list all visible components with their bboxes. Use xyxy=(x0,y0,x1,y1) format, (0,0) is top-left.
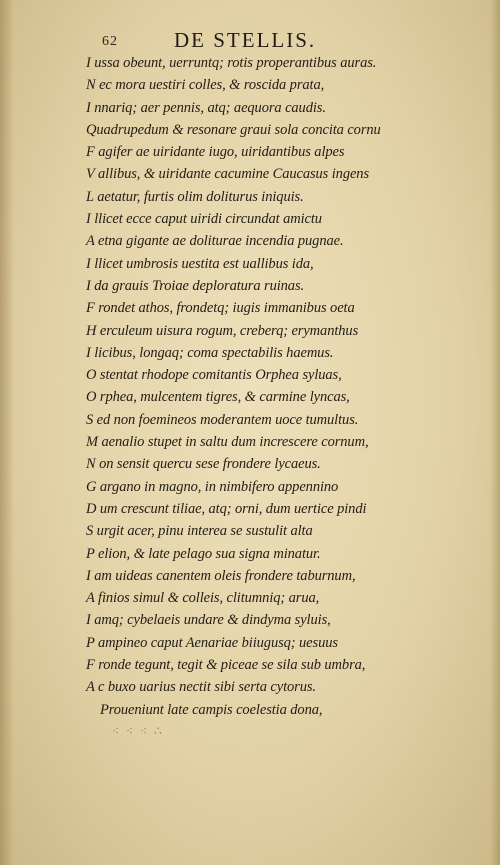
verse-line: F rondet athos, frondetq; iugis immanibus oeta xyxy=(86,300,355,317)
page-header xyxy=(98,26,428,54)
verse-line: A etna gigante ae doliturae incendia pugnae. xyxy=(86,233,344,250)
verse-line: I am uideas canentem oleis frondere taburnum, xyxy=(86,567,356,584)
verse-line: O stentat rhodope comitantis Orphea syluas, xyxy=(86,367,342,384)
verse-line: I amq; cybelaeis undare & dindyma syluis, xyxy=(86,612,331,629)
verse-line: A finios simul & colleis, clitumniq; arua, xyxy=(86,590,320,607)
verse-line: O rphea, mulcentem tigres, & carmine lyncas, xyxy=(86,389,350,406)
verse-line: S urgit acer, pinu interea se sustulit alta xyxy=(86,523,313,540)
verse-line: V allibus, & uiridante cacumine Caucasus ingens xyxy=(86,166,369,183)
page-number: 62 xyxy=(102,34,118,49)
verse-line: A c buxo uarius nectit sibi serta cytorus. xyxy=(86,679,316,696)
verse-line: N ec mora uestiri colles, & roscida prata, xyxy=(86,77,325,94)
verse-line: M aenalio stupet in saltu dum increscere cornum, xyxy=(86,434,369,451)
verse-line: I llicet umbrosis uestita est uallibus ida, xyxy=(86,255,314,272)
verse-line: N on sensit quercu sese frondere lycaeus. xyxy=(86,456,321,473)
verse-line: F ronde tegunt, tegit & piceae se sila sub umbra, xyxy=(86,657,366,674)
verse-line: I llicet ecce caput uiridi circundat amictu xyxy=(86,211,322,228)
running-head: DE STELLIS. xyxy=(174,28,317,52)
page-edge-shadow-left xyxy=(0,0,14,865)
verse-line: S ed non foemineos moderantem uoce tumultus. xyxy=(86,411,359,428)
signature-marks: ⁖ ⁖ ⁖ ∴ xyxy=(112,724,164,738)
verse-line: I nnariq; aer pennis, atq; aequora caudis. xyxy=(86,99,326,116)
verse-line: I ussa obeunt, uerruntq; rotis properantibus auras. xyxy=(86,55,377,71)
verse-line: G argano in magno, in nimbifero appennino xyxy=(86,478,339,495)
catchline: Proueniunt late campis coelestia dona, xyxy=(100,701,323,718)
page-edge-shadow-right xyxy=(490,0,500,865)
verse-line: I da grauis Troiae deploratura ruinas. xyxy=(86,277,305,294)
verse-line: L aetatur, furtis olim doliturus iniquis. xyxy=(86,188,304,205)
verse-line: P ampineo caput Aenariae biiugusq; uesuus xyxy=(86,634,338,651)
verse-line: D um crescunt tiliae, atq; orni, dum uertice pindi xyxy=(86,500,367,517)
verse-line: H erculeum uisura rogum, creberq; erymanthus xyxy=(86,322,359,339)
verse-list xyxy=(86,52,446,721)
verse-line: I licibus, longaq; coma spectabilis haemus. xyxy=(86,344,334,361)
verse-line: P elion, & late pelago sua signa minatur. xyxy=(86,545,321,562)
verse-line: F agifer ae uiridante iugo, uiridantibus alpes xyxy=(86,144,345,161)
verse-line: Quadrupedum & resonare graui sola concita cornu xyxy=(86,121,381,138)
